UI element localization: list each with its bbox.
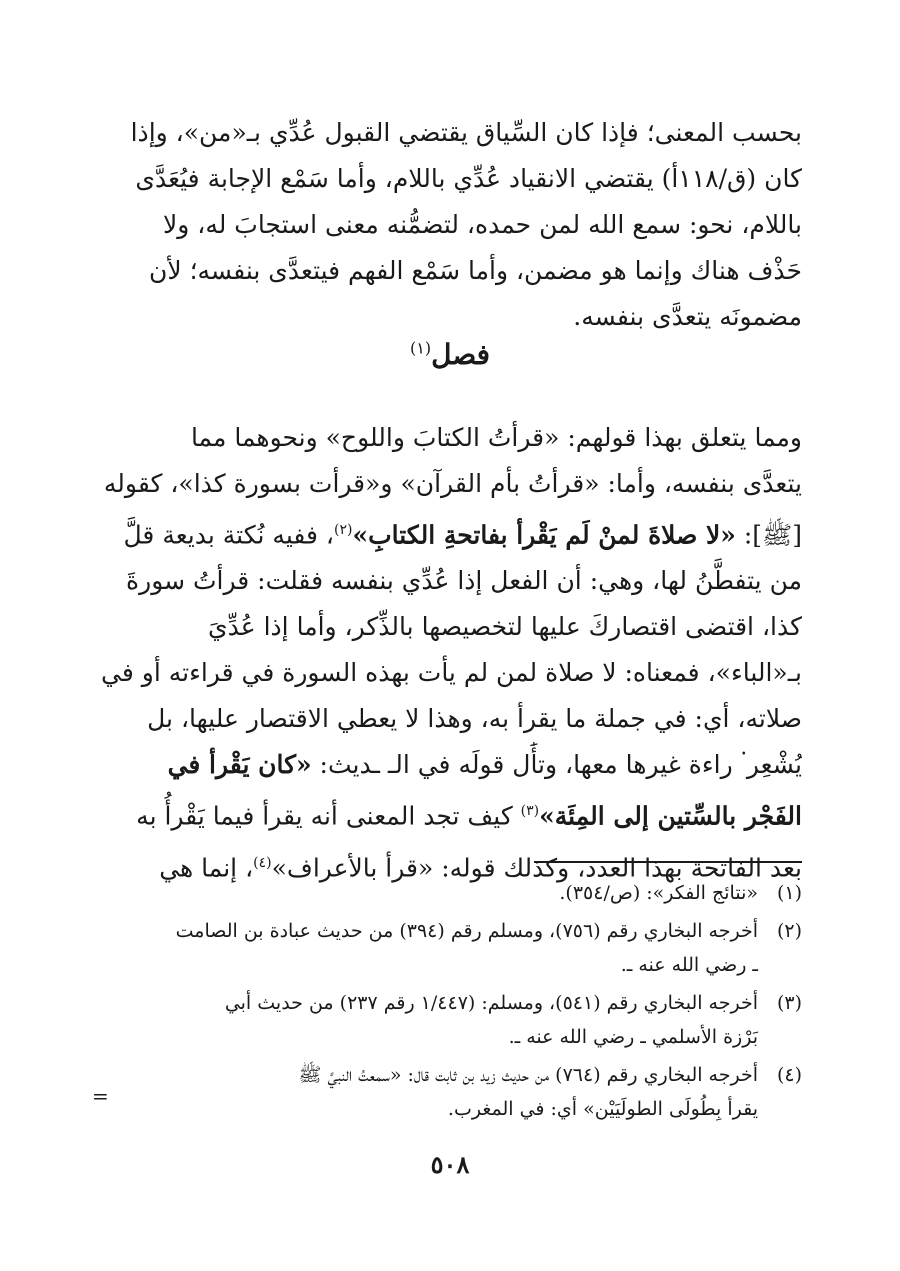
footnote-ref: (٤) [253, 854, 272, 871]
hadith-quote: «لا صلاةَ لمنْ لَم يَقْرأ بفاتحةِ الكتابِ» [352, 520, 736, 550]
footnote-number: (٣) [776, 992, 802, 1014]
text-line [90, 742, 802, 788]
text-line [90, 696, 802, 742]
text-run: [ﷺ]: [735, 520, 802, 550]
text-run: ومما يتعلق بهذا قولهم: «قرأتُ الكتابَ واللوح» ونحوهما مما [190, 423, 802, 452]
footnote-text: «نتائج الفكر»: (ص/٣٥٤). [559, 882, 758, 904]
footnote-text: أخرجه البخاري رقم (٧٦٤) من حديث زيد بن ثابت قال: «سمعتُ النبيَّ ﷺ [298, 1064, 758, 1086]
text-line [90, 507, 802, 558]
text-line [90, 650, 802, 696]
footnote [90, 1058, 802, 1126]
paragraph-1 [90, 110, 802, 340]
text-line: حَذْف هناك وإنما هو مضمن، وأما سَمْع الفهم فيتعدَّى بنفسه؛ لأن [149, 256, 802, 285]
section-heading-text: فصل [431, 338, 490, 371]
text-run: ، ففيه نُكتة بديعة قلَّ [123, 520, 334, 550]
text-run: بـ«الباء»، فمعناه: لا صلاة لمن لم يأت بهذه السورة في قراءته أو في [101, 658, 802, 688]
text-run: بعد الفاتحة بهذا العدد، وكذلك قوله: «قرأ بالأعراف» [271, 852, 802, 882]
text-line: باللام، نحو: سمع الله لمن حمده، لتضمُّنه معنى استجابَ له، ولا [162, 210, 802, 239]
footnote-text: أخرجه البخاري رقم (٥٤١)، ومسلم: (١/٤٤٧ رقم ٢٣٧) من حديث أبي [224, 992, 758, 1014]
text-run: كيف تجد المعنى أنه يقرأ فيما يَقْرأُ به [136, 801, 521, 831]
text-run: يتعدَّى بنفسه، وأما: «قرأتُ بأم القرآن» و«قرأت بسورة كذا»، كقوله [103, 469, 802, 498]
footnote-number: (٢) [776, 920, 802, 942]
footnote-text: ـ رضي الله عنه ـ. [620, 954, 758, 976]
footnote [90, 914, 802, 982]
footnote [90, 986, 802, 1054]
footnote-text: يقرأ بِطُولَى الطولَيَيْن» أي: في المغرب. [447, 1098, 758, 1120]
text-run: يُشْعِر ۬ را‌ءة غيرها معها، وتأ‌َ‌ٰل قولَه في الـ ـديث: [311, 750, 802, 780]
text-run: صلاته، أي: في جملة ما يقرأ به، وهذا لا يعطي الاقتصار عليها، بل [147, 704, 802, 734]
text-line [90, 461, 802, 507]
text-run: من يتفطَّنُ لها، وهي: أن الفعل إذا عُدِّي بنفسه فقلت: قرأتُ سورةَ [126, 566, 802, 596]
footnote-divider [534, 861, 802, 863]
section-heading [0, 338, 900, 371]
text-line [90, 788, 802, 839]
footnote-ref: (٣) [520, 803, 540, 820]
text-line [90, 558, 802, 604]
text-line: مضمونَه يتعدَّى بنفسه. [573, 302, 802, 331]
footnote-ref: (١) [410, 338, 432, 358]
text-line: كان (ق/١١٨أ) يقتضي الانقياد عُدِّي باللام، وأما سَمْع الإجابة فيُعَدَّى [135, 164, 802, 193]
text-line [90, 604, 802, 650]
footnotes [90, 876, 802, 1130]
footnote [90, 876, 802, 910]
hadith-quote: الفَجْر بالسِّتين إلى المِئَة» [539, 801, 802, 831]
continuation-mark: = [92, 1084, 109, 1108]
footnote-number: (١) [776, 882, 802, 904]
text-run: ، إنما هي [159, 852, 254, 882]
footnote-text: بَرْزة الأسلمي ـ رضي الله عنه ـ. [508, 1026, 758, 1048]
page-number: ٥٠٨ [430, 1150, 470, 1179]
text-line [90, 415, 802, 461]
paragraph-2 [90, 415, 802, 891]
hadith-quote: «كان يَقْرأ في [167, 750, 312, 780]
text-line: بحسب المعنى؛ فإذا كان السِّياق يقتضي القبول عُدِّي بـ«من»، وإذا [130, 118, 802, 147]
footnote-text: أخرجه البخاري رقم (٧٥٦)، ومسلم رقم (٣٩٤) من حديث عبادة بن الصامت [175, 920, 758, 942]
footnote-number: (٤) [776, 1064, 802, 1086]
footnote-ref: (٢) [333, 522, 353, 538]
text-run: كذا، اقتضى اقتصاركَ عليها لتخصيصها بالذِّكر، وأما إذا عُدِّيَ [208, 612, 802, 642]
